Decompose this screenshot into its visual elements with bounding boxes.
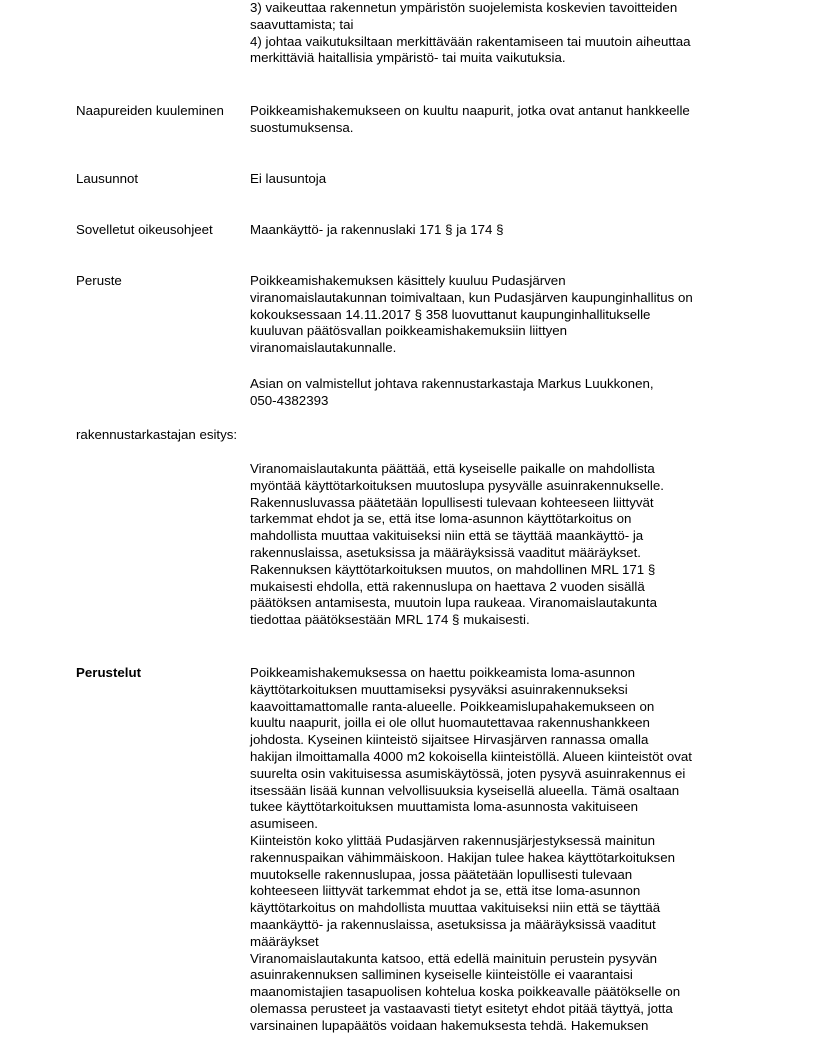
perustelut-label: Perustelut — [76, 665, 142, 680]
text-line: määräykset — [250, 933, 319, 949]
valmistelija-text — [250, 376, 750, 410]
esitys-label: rakennustarkastajan esitys: — [76, 427, 238, 442]
lausunnot-text — [250, 171, 750, 188]
text-line: 050-4382393 — [250, 392, 329, 408]
text-line: merkittäviä haitallisia ympäristö- tai muita vaikutuksia. — [250, 50, 566, 66]
oikeusohjeet-label: Sovelletut oikeusohjeet — [76, 222, 213, 237]
text-line: varsinainen lupapäätös voidaan hakemuksesta tehdä. Hakemuksen — [250, 1017, 649, 1033]
text-line: viranomaislautakunnan toimivaltaan, kun Pudasjärven kaupunginhallitus on — [250, 289, 693, 305]
naapurit-text — [250, 103, 750, 137]
text-line: hakijan ilmoittamalla 4000 m2 kokoisella kiinteistöllä. Alueen kiinteistöt ovat — [250, 748, 692, 764]
text-line: maankäyttö- ja rakennuslaissa, asetuksissa ja määräyksissä vaaditut — [250, 916, 656, 932]
text-line: itsessään lisää kunnan velvollisuuksia kyseisellä alueella. Tämä osaltaan — [250, 782, 680, 798]
text-line: käyttötarkoituksen muuttamiseksi pysyväksi asuinrakennukseksi — [250, 681, 628, 697]
text-line: mukaisesti ehdolla, että rakennuslupa on haettava 2 vuoden sisällä — [250, 578, 645, 594]
text-line: tarkemmat ehdot ja se, että itse loma-asunnon käyttötarkoitus on — [250, 511, 632, 527]
text-line: suurelta osin vakituisessa asumiskäytössä, joten pysyvä asuinrakennus ei — [250, 765, 686, 781]
text-line: suostumuksensa. — [250, 119, 354, 135]
text-line: kuuluvan päätösvallan poikkeamishakemuksiin liittyen — [250, 323, 568, 339]
text-line: rakennuslaissa, asetuksissa ja määräyksissä vaaditut määräykset. — [250, 544, 641, 560]
peruste-label: Peruste — [76, 273, 122, 288]
text-line: asuinrakennuksen salliminen kyseiselle kiinteistölle ei vaarantaisi — [250, 967, 633, 983]
text-line: olemassa perusteet ja vastaavasti tietyt esitetyt ehdot pitää täyttyä, jotta — [250, 1000, 673, 1016]
text-line: kaavoittamattomalle ranta-alueelle. Poikkeamislupahakemukseen on — [250, 698, 655, 714]
text-line: maanomistajien tasapuolisen kohtelua koska poikkeavalle päätökselle on — [250, 984, 681, 1000]
text-line: päätöksen antamisesta, muutoin lupa raukeaa. Viranomaislautakunta — [250, 595, 658, 611]
text-line: Asian on valmistellut johtava rakennustarkastaja Markus Luukkonen, — [250, 376, 654, 391]
text-line: 3) vaikeuttaa rakennetun ympäristön suojelemista koskevien tavoitteiden — [250, 0, 678, 15]
naapurit-label: Naapureiden kuuleminen — [76, 103, 224, 118]
text-line: tukee käyttötarkoituksen muuttamista loma-asunnosta vakituiseen — [250, 799, 639, 815]
text-line: saavuttamista; tai — [250, 16, 354, 32]
text-line: Poikkeamishakemuksessa on haettu poikkeamista loma-asunnon — [250, 665, 636, 680]
text-line: asumiseen. — [250, 816, 318, 832]
text-line: Ei lausuntoja — [250, 171, 327, 186]
peruste-text — [250, 273, 750, 357]
esitys-text — [250, 461, 750, 629]
text-line: 4) johtaa vaikutuksiltaan merkittävään rakentamiseen tai muutoin aiheuttaa — [250, 33, 691, 49]
text-line: kokouksessaan 14.11.2017 § 358 luovuttanut kaupunginhallitukselle — [250, 306, 651, 322]
oikeusohjeet-text — [250, 222, 750, 239]
text-line: tiedottaa päätöksestään MRL 174 § mukaisesti. — [250, 612, 530, 628]
intro-paragraph — [250, 0, 750, 67]
text-line: Kiinteistön koko ylittää Pudasjärven rakennusjärjestyksessä mainitun — [250, 832, 656, 848]
text-line: muutokselle rakennuslupaa, jossa päätetään lopullisesti tulevaan — [250, 866, 633, 882]
text-line: johdosta. Kyseinen kiinteistö sijaitsee Hirvasjärven rannassa omalla — [250, 732, 649, 748]
text-line: Viranomaislautakunta katsoo, että edellä mainituin perustein pysyvän — [250, 950, 658, 966]
lausunnot-label: Lausunnot — [76, 171, 139, 186]
text-line: Rakennuksen käyttötarkoituksen muutos, on mahdollinen MRL 171 § — [250, 561, 656, 577]
text-line: kuultu naapurit, joilla ei ole ollut huomautettavaa rakennushankkeen — [250, 715, 650, 731]
text-line: Rakennusluvassa päätetään lopullisesti tulevaan kohteeseen liittyvät — [250, 494, 654, 510]
text-line: Poikkeamishakemuksen käsittely kuuluu Pudasjärven — [250, 273, 566, 288]
text-line: myöntää käyttötarkoituksen muutoslupa pysyvälle asuinrakennukselle. — [250, 477, 664, 493]
text-line: Poikkeamishakemukseen on kuultu naapurit, jotka ovat antanut hankkeelle — [250, 103, 690, 118]
perustelut-text — [250, 665, 750, 1035]
text-line: Viranomaislautakunta päättää, että kyseiselle paikalle on mahdollista — [250, 461, 655, 476]
text-line: viranomaislautakunnalle. — [250, 340, 397, 356]
text-line: Maankäyttö- ja rakennuslaki 171 § ja 174 § — [250, 222, 504, 237]
text-line: käyttötarkoitus on mahdollista muuttaa vakituiseksi niin että se täyttää — [250, 900, 661, 916]
text-line: rakennuspaikan vähimmäiskoon. Hakijan tulee hakea käyttötarkoituksen — [250, 849, 676, 865]
text-line: mahdollista muuttaa vakituiseksi niin että se täyttää maankäyttö- ja — [250, 528, 644, 544]
text-line: kohteeseen liittyvät tarkemmat ehdot ja se, että itse loma-asunnon — [250, 883, 641, 899]
